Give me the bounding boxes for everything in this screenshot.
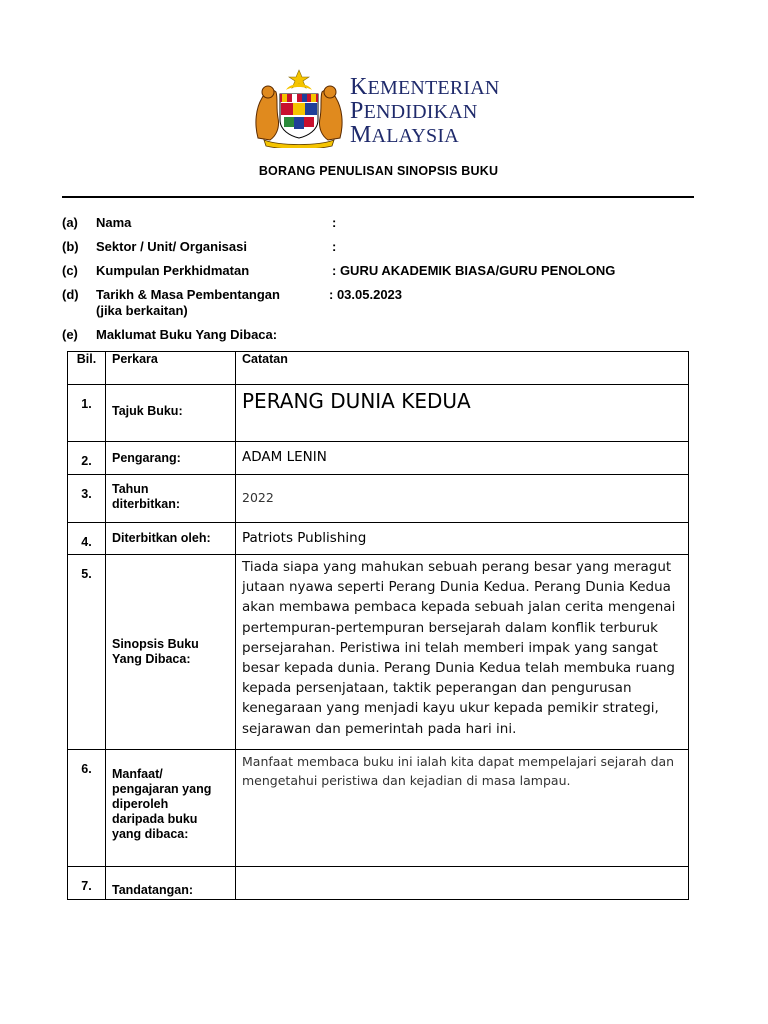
row6-perkara-line1: Manfaat/ [112, 767, 163, 781]
ministry-line2-rest: ENDIDIKAN [363, 101, 478, 123]
field-c-key: (c) [62, 263, 78, 278]
ministry-line2-cap: P [350, 98, 364, 124]
row1-perkara: Tajuk Buku: [106, 385, 236, 442]
row1-bil: 1. [68, 385, 106, 442]
table-row [68, 867, 689, 900]
malaysia-crest-logo [250, 68, 348, 148]
table-row [68, 442, 689, 475]
field-a-label: Nama [96, 215, 132, 230]
title-divider [62, 196, 694, 198]
row6-bil: 6. [68, 750, 106, 867]
row6-perkara-line5: yang dibaca: [112, 827, 189, 841]
ministry-line3-cap: M [350, 122, 372, 148]
field-c-label: Kumpulan Perkhidmatan [96, 263, 250, 278]
row6-perkara [106, 750, 236, 867]
row2-perkara: Pengarang: [106, 442, 236, 475]
header-bil: Bil. [68, 352, 106, 385]
row3-perkara-line1: Tahun [112, 482, 149, 496]
row3-perkara-line2: diterbitkan: [112, 497, 181, 511]
field-e-key: (e) [62, 327, 78, 342]
field-a-value: : [332, 215, 337, 230]
row5-perkara-line2: Yang Dibaca: [112, 652, 191, 666]
row3-bil: 3. [68, 475, 106, 523]
row3-perkara [106, 475, 236, 523]
ministry-line3-rest: ALAYSIA [371, 125, 459, 147]
field-d-label-sub: (jika berkaitan) [96, 303, 188, 318]
row4-bil: 4. [68, 523, 106, 555]
row7-bil: 7. [68, 867, 106, 900]
table-row [68, 475, 689, 523]
field-b-key: (b) [62, 239, 79, 254]
field-d-value: : 03.05.2023 [329, 287, 403, 302]
ministry-line1-rest: EMENTERIAN [367, 77, 500, 99]
row6-perkara-line3: diperoleh [112, 797, 169, 811]
row6-perkara-line2: pengajaran yang [112, 782, 212, 796]
row5-perkara-line1: Sinopsis Buku [112, 637, 199, 651]
row7-catatan-signature [236, 867, 689, 900]
row4-catatan-publisher: Patriots Publishing [236, 523, 689, 555]
header-perkara: Perkara [106, 352, 236, 385]
field-b-label: Sektor / Unit/ Organisasi [96, 239, 247, 254]
row6-perkara-line4: daripada buku [112, 812, 198, 826]
row3-catatan-year: 2022 [236, 475, 689, 523]
field-d-label: Tarikh & Masa Pembentangan [96, 287, 280, 302]
row5-perkara [106, 555, 236, 750]
row5-catatan-synopsis: Tiada siapa yang mahukan sebuah perang besar yang meragut jutaan nyawa seperti Perang Dunia Kedua. Perang Dunia Kedua akan membawa pembaca kepada sebuah jalan cerita mengenai pertempuran-pertempuran bersejarah dalam konflik terburuk persejarahan. Peristiwa ini telah memberi impak yang sangat besar kepada dunia. Perang Dunia Kedua telah membuka ruang kepada persenjataan, taktik peperangan dan pengurusan kenegaraan yang menjadi kayu ukur kepada pemikir strategi, sejarawan dan pemerintah pada hari ini. [236, 555, 689, 750]
table-row [68, 385, 689, 442]
header-catatan: Catatan [236, 352, 689, 385]
field-c-value: : GURU AKADEMIK BIASA/GURU PENOLONG [332, 263, 616, 278]
ministry-line1-cap: K [350, 74, 368, 100]
ministry-name [350, 76, 500, 148]
row2-catatan-author: ADAM LENIN [236, 442, 689, 475]
table-row [68, 750, 689, 867]
form-title: BORANG PENULISAN SINOPSIS BUKU [258, 164, 499, 178]
table-row [68, 523, 689, 555]
field-d-key: (d) [62, 287, 79, 302]
row4-perkara: Diterbitkan oleh: [106, 523, 236, 555]
row7-perkara: Tandatangan: [106, 867, 236, 900]
row6-catatan-benefits: Manfaat membaca buku ini ialah kita dapat mempelajari sejarah dan mengetahui peristiwa dan kejadian di masa lampau. [236, 750, 689, 867]
table-row [68, 555, 689, 750]
row1-catatan-book-title: PERANG DUNIA KEDUA [236, 385, 689, 442]
field-a-key: (a) [62, 215, 78, 230]
book-info-table [67, 351, 689, 900]
row2-bil: 2. [68, 442, 106, 475]
field-b-value: : [332, 239, 337, 254]
table-header-row [68, 352, 689, 385]
field-e-label: Maklumat Buku Yang Dibaca: [96, 327, 278, 342]
row5-bil: 5. [68, 555, 106, 750]
